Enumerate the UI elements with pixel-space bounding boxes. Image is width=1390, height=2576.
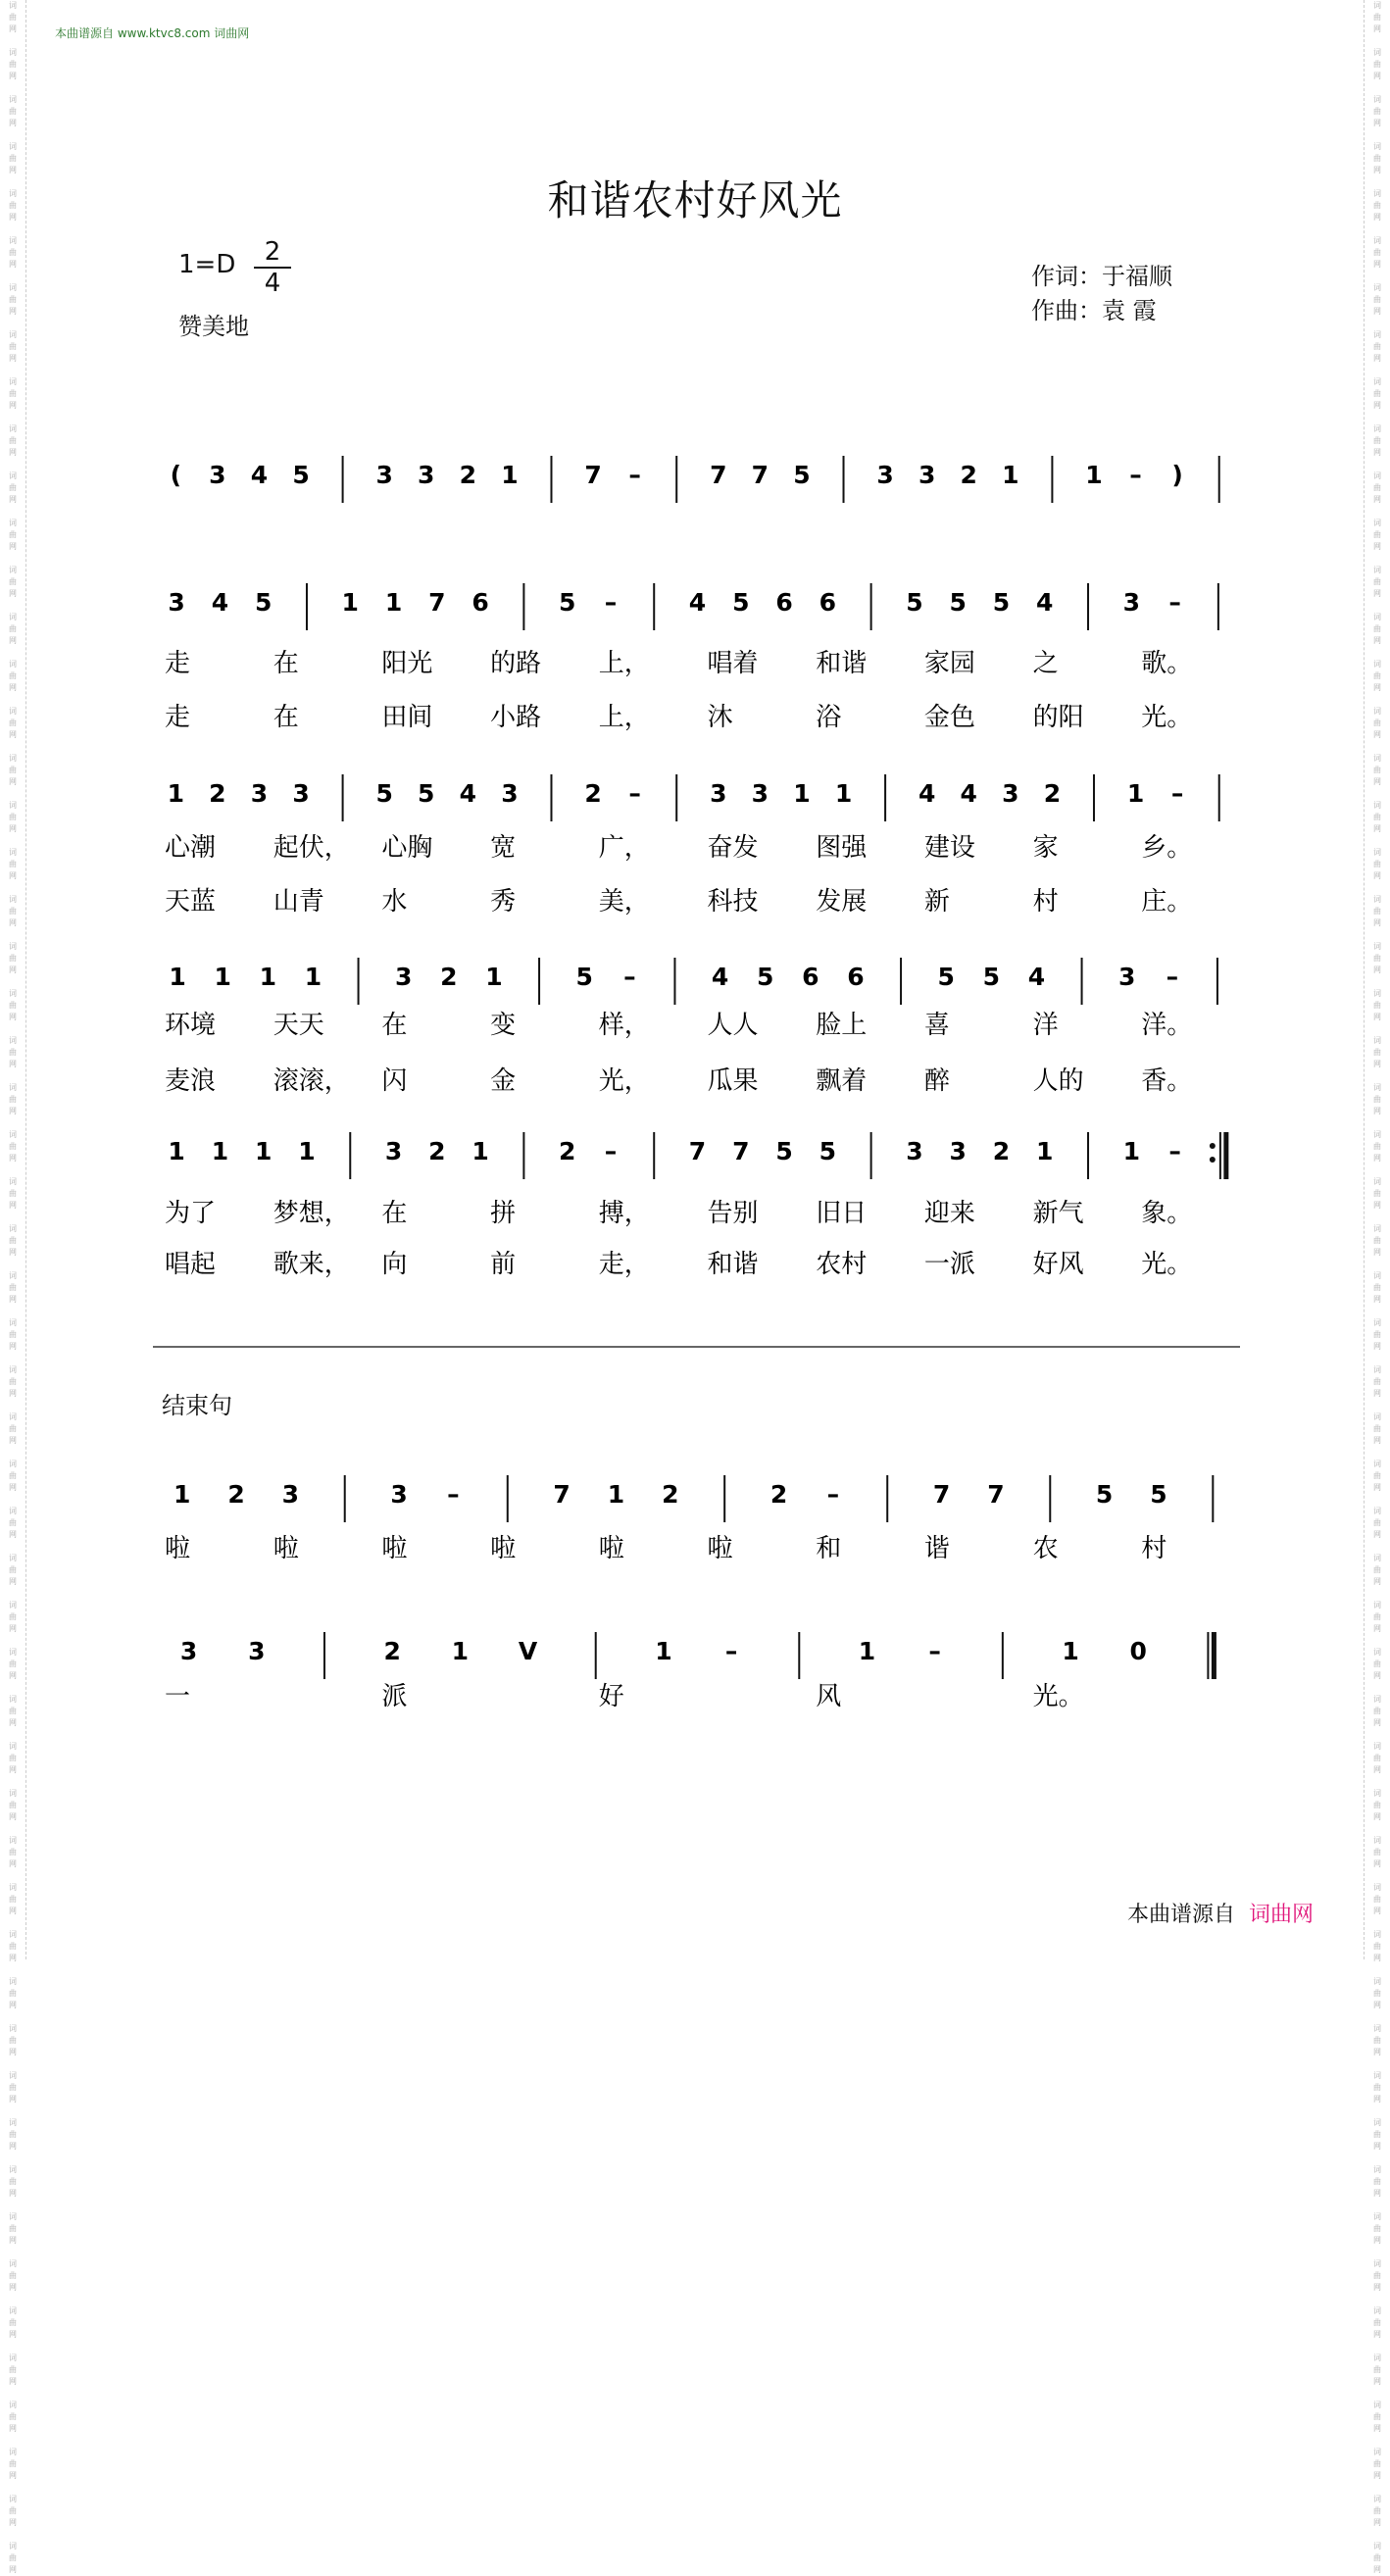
note: 5 — [1150, 1480, 1167, 1509]
lyric-word: 醉 — [923, 1066, 950, 1096]
lyric-word: 田间 — [381, 703, 433, 732]
note: 1 — [793, 779, 811, 808]
lyric-word: 秀 — [490, 887, 517, 916]
note: 2 — [584, 779, 602, 808]
lyric-word: 家 — [1032, 833, 1059, 863]
ending-label: 结束句 — [162, 1392, 232, 1419]
lyric-word: 阳光 — [381, 649, 433, 678]
right-watermark-stripe: 词 曲 网 词 曲 网 词 曲 网 词 曲 网 词 曲 网 词 曲 网 词 曲 网 词 曲 网 词 曲 网 词 曲 网 词 曲 网 词 曲 网 词 曲 网 词 曲 网 词 曲 网 词 曲 网 词 曲 网 词 曲 网 词 曲 网 词 曲 网 词 曲 网 词 曲 网 词 曲 网 词 曲 网 词 曲 网 词 曲 网 词 曲 网 词 曲 网 词 曲 网 词 曲 网 词 曲 网 词 曲 网 词 曲 网 词 曲 网 词 曲 网 词 曲 网 词 曲 网 词 曲 网 词 曲 网 词 曲 网 词 曲 网 词 曲 网 词 曲 网 词 曲 网 词 曲 网 词 曲 网 词 曲 网 词 曲 网 词 曲 网 词 曲 网 词 曲 网 词 曲 网 词 曲 网 词 曲 网 词 曲 网 — [1364, 0, 1390, 1959]
lyric-word: 天蓝 — [165, 887, 217, 916]
note: 1 — [254, 1137, 273, 1165]
note: 5 — [937, 963, 955, 991]
tempo-marking: 赞美地 — [178, 313, 249, 340]
note: 1 — [1062, 1637, 1079, 1665]
note: 3 — [250, 779, 269, 808]
note: 3 — [876, 461, 894, 489]
note: – — [1168, 588, 1181, 617]
note: 1 — [168, 1137, 185, 1165]
lyric-word: 山青 — [273, 887, 324, 916]
lyric-word: 香。 — [1141, 1066, 1193, 1096]
note: – — [604, 1137, 618, 1165]
note: 3 — [292, 779, 310, 808]
lyric-word: 光。 — [1032, 1682, 1084, 1711]
note: – — [447, 1480, 460, 1509]
lyric-word: 一 — [165, 1682, 191, 1711]
lyric-word: 上， — [598, 703, 650, 732]
note: 1 — [451, 1637, 470, 1665]
note: 7 — [987, 1480, 1005, 1509]
note: 5 — [418, 779, 435, 808]
note: 5 — [793, 461, 811, 489]
note: 2 — [209, 779, 226, 808]
note: 4 — [250, 461, 269, 489]
note: 5 — [992, 588, 1011, 617]
note: 5 — [1095, 1480, 1114, 1509]
lyric-word: 小路 — [490, 703, 542, 732]
lyric-word: 在 — [273, 703, 299, 732]
note: 6 — [472, 588, 489, 617]
note: 7 — [710, 461, 727, 489]
composer-credit: 作曲：袁 霞 — [1031, 297, 1157, 324]
lyric-word: 洋。 — [1141, 1011, 1193, 1040]
footer-source: 本曲谱源自 — [1127, 1903, 1236, 1927]
lyric-word: 变 — [490, 1011, 517, 1040]
note: 7 — [553, 1480, 571, 1509]
note: 1 — [655, 1637, 672, 1665]
lyric-word: 啦 — [381, 1534, 408, 1563]
lyric-word: 梦想， — [273, 1199, 350, 1228]
note: 3 — [949, 1137, 967, 1165]
note: 4 — [459, 779, 477, 808]
note: – — [826, 1480, 840, 1509]
note: – — [604, 588, 618, 617]
lyric-word: 沐 — [707, 703, 733, 732]
lyric-word: 样， — [598, 1011, 650, 1040]
note: 2 — [227, 1480, 245, 1509]
note: 1 — [298, 1137, 316, 1165]
note: 7 — [688, 1137, 707, 1165]
note: 6 — [847, 963, 865, 991]
lyric-word: 和 — [816, 1534, 842, 1563]
lyric-word: 在 — [381, 1011, 408, 1040]
note: 2 — [769, 1480, 788, 1509]
lyric-word: 风 — [816, 1682, 842, 1711]
note: 6 — [802, 963, 819, 991]
lyric-word: 人的 — [1032, 1066, 1084, 1096]
note: 4 — [688, 588, 707, 617]
note: – — [628, 461, 641, 489]
note: 2 — [960, 461, 977, 489]
note: 1 — [1126, 779, 1145, 808]
note: 6 — [775, 588, 793, 617]
lyric-word: 拼 — [490, 1199, 517, 1228]
lyric-word: 上， — [598, 649, 650, 678]
lyric-word: 美， — [598, 887, 650, 916]
lyric-word: 歌。 — [1141, 649, 1193, 678]
note: 3 — [1122, 588, 1141, 617]
lyric-word: 奋发 — [707, 833, 759, 863]
note: 4 — [711, 963, 729, 991]
lyric-word: 宽 — [490, 833, 517, 863]
lyric-word: 好 — [598, 1682, 624, 1711]
lyric-word: 的路 — [490, 649, 542, 678]
note: 5 — [292, 461, 310, 489]
lyric-word: 啦 — [165, 1534, 191, 1563]
note: ) — [1171, 461, 1183, 489]
lyric-word: 新气 — [1032, 1199, 1084, 1228]
note: 6 — [819, 588, 837, 617]
lyric-word: 唱起 — [165, 1250, 217, 1279]
note: – — [724, 1637, 738, 1665]
note: 1 — [167, 779, 184, 808]
note: – — [623, 963, 636, 991]
lyric-word: 的阳 — [1032, 703, 1084, 732]
lyric-word: 新 — [923, 887, 950, 916]
note: 1 — [485, 963, 503, 991]
note: 3 — [209, 461, 226, 489]
lyric-word: 天天 — [273, 1011, 324, 1040]
lyric-word: 起伏， — [273, 833, 350, 863]
note: 5 — [775, 1137, 793, 1165]
left-watermark-stripe: 词 曲 网 词 曲 网 词 曲 网 词 曲 网 词 曲 网 词 曲 网 词 曲 网 词 曲 网 词 曲 网 词 曲 网 词 曲 网 词 曲 网 词 曲 网 词 曲 网 词 曲 网 词 曲 网 词 曲 网 词 曲 网 词 曲 网 词 曲 网 词 曲 网 词 曲 网 词 曲 网 词 曲 网 词 曲 网 词 曲 网 词 曲 网 词 曲 网 词 曲 网 词 曲 网 词 曲 网 词 曲 网 词 曲 网 词 曲 网 词 曲 网 词 曲 网 词 曲 网 词 曲 网 词 曲 网 词 曲 网 词 曲 网 词 曲 网 词 曲 网 词 曲 网 词 曲 网 词 曲 网 词 曲 网 词 曲 网 词 曲 网 词 曲 网 词 曲 网 词 曲 网 词 曲 网 词 曲 网 词 曲 网 — [0, 0, 26, 1959]
note: 2 — [662, 1480, 679, 1509]
key-signature: 1=D — [178, 250, 236, 279]
lyric-word: 科技 — [707, 887, 759, 916]
lyric-word: 在 — [273, 649, 299, 678]
note: 5 — [375, 779, 393, 808]
note: 4 — [211, 588, 229, 617]
note: 3 — [248, 1637, 266, 1665]
note: 1 — [1036, 1137, 1054, 1165]
lyric-word: 农村 — [816, 1250, 868, 1279]
note: 1 — [259, 963, 277, 991]
note: 7 — [428, 588, 446, 617]
note: 1 — [1002, 461, 1019, 489]
note: 1 — [834, 779, 853, 808]
lyric-word: 金 — [490, 1066, 517, 1096]
lyric-word: 农 — [1032, 1534, 1059, 1563]
note: 4 — [960, 779, 977, 808]
repeat-dot — [1210, 1157, 1216, 1163]
note: 1 — [384, 588, 403, 617]
lyric-word: 走 — [165, 649, 191, 678]
note: 1 — [211, 1137, 229, 1165]
note: 2 — [459, 461, 477, 489]
lyric-word: 迎来 — [923, 1199, 975, 1228]
note: 1 — [341, 588, 359, 617]
note: V — [518, 1637, 538, 1665]
note: 7 — [732, 1137, 750, 1165]
note: 1 — [858, 1637, 876, 1665]
lyric-word: 洋 — [1032, 1011, 1059, 1040]
lyric-word: 为了 — [165, 1199, 217, 1228]
lyric-word: 唱着 — [707, 649, 759, 678]
lyric-word: 告别 — [707, 1199, 759, 1228]
note: – — [1168, 1137, 1181, 1165]
lyric-word: 啦 — [707, 1534, 733, 1563]
note: – — [1170, 779, 1184, 808]
note: 2 — [428, 1137, 446, 1165]
lyric-word: 人人 — [707, 1011, 759, 1040]
time-signature-bottom: 4 — [264, 269, 281, 298]
note: – — [1166, 963, 1179, 991]
lyric-word: 歌来， — [273, 1250, 350, 1279]
lyric-word: 之 — [1032, 649, 1059, 678]
lyric-word: 脸上 — [816, 1011, 868, 1040]
lyric-word: 麦浪 — [165, 1066, 217, 1096]
lyric-word: 啦 — [490, 1534, 517, 1563]
lyric-word: 村 — [1141, 1534, 1167, 1563]
note: 2 — [1043, 779, 1062, 808]
note: 5 — [819, 1137, 837, 1165]
lyric-word: 一派 — [923, 1250, 975, 1279]
note: 3 — [394, 963, 413, 991]
note: 3 — [751, 779, 769, 808]
lyric-word: 广， — [598, 833, 650, 863]
note: 3 — [390, 1480, 408, 1509]
note: 7 — [584, 461, 602, 489]
note: 4 — [1036, 588, 1054, 617]
repeat-dot — [1210, 1143, 1216, 1149]
lyric-word: 和谐 — [707, 1250, 759, 1279]
note: 1 — [607, 1480, 625, 1509]
note: 5 — [575, 963, 593, 991]
note: 5 — [732, 588, 750, 617]
lyric-word: 好风 — [1032, 1250, 1084, 1279]
lyric-word: 环境 — [165, 1011, 217, 1040]
lyric-word: 旧日 — [816, 1199, 868, 1228]
note: 3 — [501, 779, 519, 808]
lyric-word: 光， — [598, 1066, 650, 1096]
lyric-word: 建设 — [923, 833, 975, 863]
lyric-word: 发展 — [816, 887, 868, 916]
note: – — [628, 779, 641, 808]
note: ( — [170, 461, 182, 489]
note: 3 — [1002, 779, 1019, 808]
note: – — [928, 1637, 941, 1665]
lyric-word: 滚滚， — [273, 1066, 350, 1096]
lyric-word: 搏， — [598, 1199, 650, 1228]
lyric-word: 闪 — [381, 1066, 408, 1096]
note: 5 — [949, 588, 967, 617]
note: 2 — [383, 1637, 401, 1665]
note: 4 — [918, 779, 936, 808]
lyric-word: 乡。 — [1141, 833, 1193, 863]
song-title: 和谐农村好风光 — [547, 176, 843, 224]
note: 1 — [472, 1137, 489, 1165]
note: 2 — [440, 963, 458, 991]
note: 1 — [1085, 461, 1103, 489]
lyric-word: 心胸 — [381, 833, 433, 863]
lyric-word: 和谐 — [816, 649, 868, 678]
note: 3 — [281, 1480, 300, 1509]
note: 1 — [214, 963, 231, 991]
lyric-word: 庄。 — [1141, 887, 1193, 916]
lyric-word: 啦 — [598, 1534, 624, 1563]
note: 1 — [169, 963, 186, 991]
note: 3 — [168, 588, 185, 617]
note: 3 — [375, 461, 393, 489]
note: 7 — [751, 461, 769, 489]
lyric-word: 象。 — [1141, 1199, 1193, 1228]
note: 3 — [906, 1137, 923, 1165]
lyric-word: 飘着 — [816, 1066, 868, 1096]
note: 2 — [992, 1137, 1011, 1165]
note: 4 — [1027, 963, 1046, 991]
note: 1 — [1122, 1137, 1141, 1165]
note: 3 — [710, 779, 727, 808]
lyric-word: 瓜果 — [707, 1066, 759, 1096]
lyric-word: 心潮 — [165, 833, 217, 863]
lyric-word: 在 — [381, 1199, 408, 1228]
lyric-word: 向 — [381, 1250, 408, 1279]
note: 5 — [254, 588, 273, 617]
note: 1 — [173, 1480, 191, 1509]
lyric-word: 光。 — [1141, 703, 1193, 732]
note: 3 — [418, 461, 435, 489]
lyric-word: 光。 — [1141, 1250, 1193, 1279]
time-signature-top: 2 — [264, 237, 281, 267]
lyric-word: 浴 — [816, 703, 842, 732]
lyric-word: 啦 — [273, 1534, 299, 1563]
note: 7 — [932, 1480, 951, 1509]
lyric-word: 走， — [598, 1250, 650, 1279]
footer-brand: 词曲网 — [1249, 1903, 1315, 1927]
note: 3 — [1117, 963, 1136, 991]
note: 5 — [756, 963, 774, 991]
lyric-word: 图强 — [816, 833, 868, 863]
note: 2 — [558, 1137, 576, 1165]
lyric-word: 家园 — [923, 649, 975, 678]
lyric-word: 前 — [490, 1250, 517, 1279]
note: 3 — [384, 1137, 403, 1165]
note: 5 — [558, 588, 576, 617]
note: 5 — [906, 588, 923, 617]
note: 0 — [1129, 1637, 1147, 1665]
note: 1 — [501, 461, 519, 489]
lyric-word: 派 — [381, 1682, 408, 1711]
note: 3 — [918, 461, 936, 489]
source-note: 本曲谱源自 www.ktvc8.com 词曲网 — [55, 26, 250, 40]
lyric-word: 走 — [165, 703, 191, 732]
lyric-word: 喜 — [923, 1011, 950, 1040]
note: 3 — [179, 1637, 198, 1665]
lyric-word: 村 — [1032, 887, 1059, 916]
lyricist-credit: 作词：于福顺 — [1031, 263, 1172, 290]
lyric-word: 金色 — [923, 703, 975, 732]
note: 1 — [304, 963, 323, 991]
lyric-word: 谐 — [923, 1534, 950, 1563]
note: – — [1129, 461, 1142, 489]
lyric-word: 水 — [381, 887, 408, 916]
note: 5 — [982, 963, 1001, 991]
